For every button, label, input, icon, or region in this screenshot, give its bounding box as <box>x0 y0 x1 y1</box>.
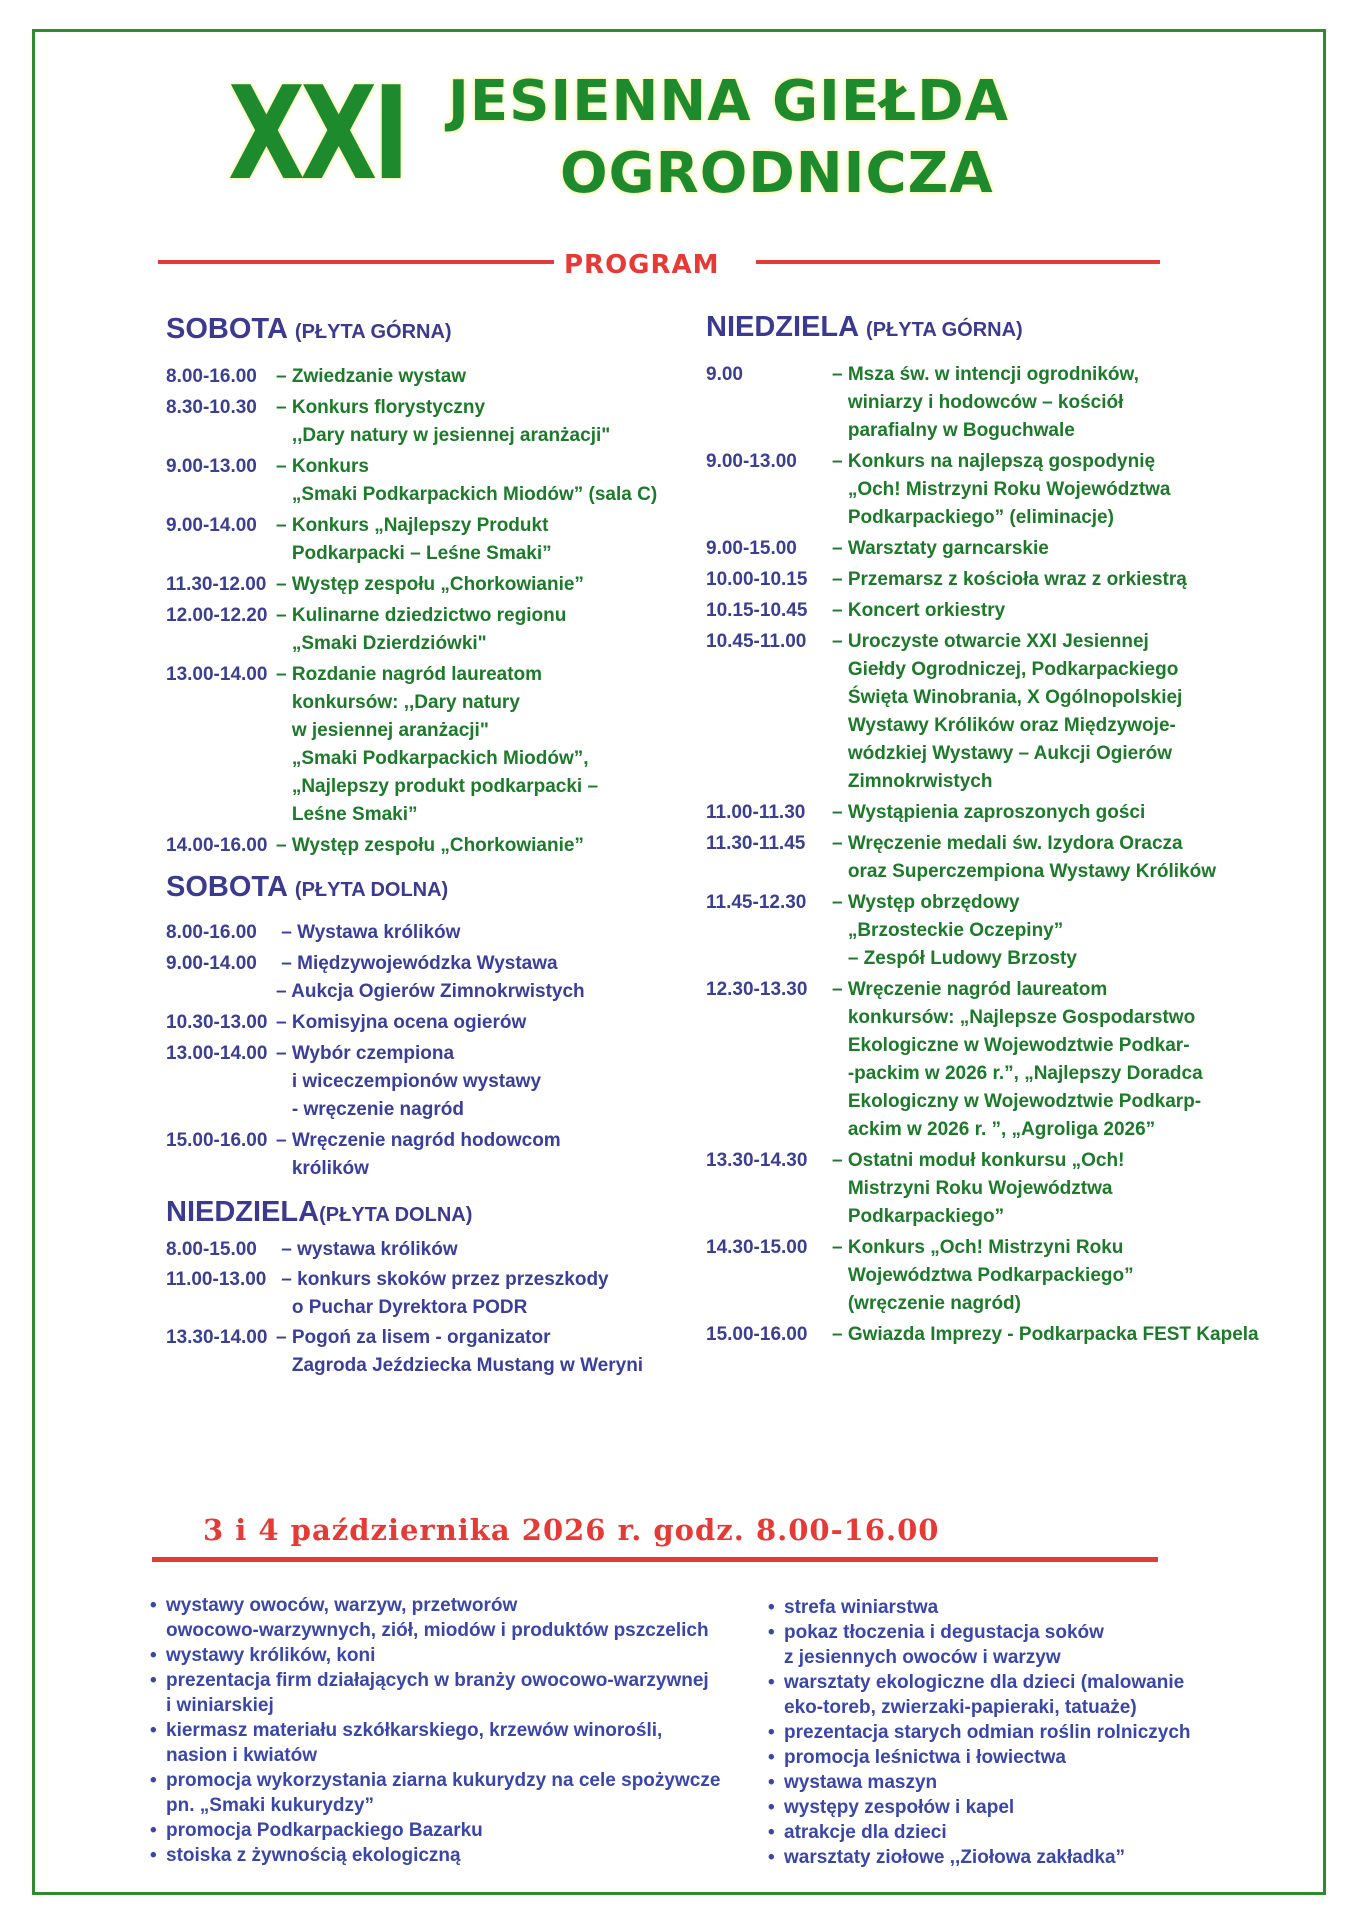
description-line: ackim w 2026 r. ”, „Agroliga 2026” <box>832 1119 1156 1140</box>
attraction-item <box>768 1620 1328 1670</box>
attraction-item <box>150 1768 750 1818</box>
description-line: Leśne Smaki” <box>276 804 418 825</box>
time-range: 9.00-15.00 <box>706 538 797 559</box>
day-name: NIEDZIELA <box>706 311 858 343</box>
description-line: o Puchar Dyrektora PODR <box>276 1297 528 1318</box>
attraction-line: pn. „Smaki kukurydzy” <box>166 1795 375 1816</box>
section-heading <box>166 1195 696 1232</box>
event-description <box>276 363 466 391</box>
schedule-row <box>166 1009 696 1037</box>
description-line: winiarzy i hodowców – kościół <box>832 392 1124 413</box>
event-description <box>832 799 1145 827</box>
schedule-section <box>166 312 696 860</box>
event-description <box>276 1266 609 1322</box>
attraction-line: • wystawa maszyn <box>784 1772 938 1793</box>
program-heading: PROGRAM <box>564 250 720 280</box>
time-range: 8.00-16.00 <box>166 922 257 943</box>
schedule-row <box>706 889 1286 973</box>
time-range: 14.30-15.00 <box>706 1237 808 1258</box>
description-line: – Zespół Ludowy Brzosty <box>832 948 1077 969</box>
description-line: – Wybór czempiona <box>276 1043 455 1064</box>
schedule-row <box>166 1266 696 1322</box>
event-description <box>276 661 598 829</box>
description-line: – Koncert orkiestry <box>832 600 1006 621</box>
right-column <box>706 310 1286 1352</box>
attraction-line: • promocja leśnictwa i łowiectwa <box>784 1747 1066 1768</box>
schedule-row <box>706 628 1286 796</box>
description-line: Podkarpacki – Leśne Smaki” <box>276 543 552 564</box>
attraction-line: • kiermasz materiału szkółkarskiego, krzewów winorośli, <box>166 1720 663 1741</box>
schedule-row <box>706 1321 1286 1349</box>
time-range: 15.00-16.00 <box>166 1130 268 1151</box>
description-line: Podkarpackiego” <box>832 1206 1005 1227</box>
schedule-row <box>166 950 696 1006</box>
description-line: – Występ zespołu „Chorkowianie” <box>276 574 584 595</box>
attractions-right <box>768 1595 1328 1870</box>
description-line: – Przemarsz z kościoła wraz z orkiestrą <box>832 569 1187 590</box>
description-line: „Smaki Podkarpackich Miodów”, <box>276 748 589 769</box>
description-line: – Gwiazda Imprezy - Podkarpacka FEST Kapela <box>832 1324 1259 1345</box>
event-description <box>276 453 657 509</box>
event-description <box>276 571 584 599</box>
attraction-item <box>768 1745 1328 1770</box>
description-line: Zagroda Jeździecka Mustang w Weryni <box>276 1355 644 1376</box>
time-range: 13.30-14.30 <box>706 1150 808 1171</box>
attraction-line: • warsztaty ekologiczne dla dzieci (malowanie <box>784 1672 1185 1693</box>
attraction-line: • prezentacja firm działających w branży owocowo-warzywnej <box>166 1670 709 1691</box>
time-range: 8.00-15.00 <box>166 1239 257 1260</box>
description-line: Święta Winobrania, X Ogólnopolskiej <box>832 687 1183 708</box>
attraction-line: i winiarskiej <box>166 1695 274 1716</box>
time-range: 9.00-14.00 <box>166 515 257 536</box>
schedule-list <box>166 919 696 1183</box>
attraction-line: • warsztaty ziołowe ,,Ziołowa zakładka” <box>784 1847 1126 1868</box>
description-line: Zimnokrwistych <box>832 771 993 792</box>
attraction-line: • strefa winiarstwa <box>784 1597 939 1618</box>
event-description <box>276 832 584 860</box>
attraction-line: • atrakcje dla dzieci <box>784 1822 947 1843</box>
event-description <box>832 566 1187 594</box>
attraction-line: • promocja wykorzystania ziarna kukurydzy na cele spożywcze <box>166 1770 721 1791</box>
time-range: 9.00-13.00 <box>706 451 797 472</box>
event-date: 3 i 4 października 2026 r. godz. 8.00-16.00 <box>203 1513 940 1547</box>
description-line: „Och! Mistrzyni Roku Województwa <box>832 479 1171 500</box>
description-line: parafialny w Boguchwale <box>832 420 1075 441</box>
schedule-row <box>706 1147 1286 1231</box>
event-description <box>832 976 1203 1144</box>
description-line: – Występ obrzędowy <box>832 892 1020 913</box>
event-description <box>276 394 610 450</box>
time-range: 10.15-10.45 <box>706 600 808 621</box>
description-line: – Wręczenie nagród laureatom <box>832 979 1108 1000</box>
time-range: 10.30-13.00 <box>166 1012 268 1033</box>
attraction-item <box>768 1595 1328 1620</box>
time-range: 12.00-12.20 <box>166 605 268 626</box>
description-line: – Komisyjna ocena ogierów <box>276 1012 527 1033</box>
event-description <box>832 889 1077 973</box>
schedule-row <box>166 453 696 509</box>
schedule-section <box>166 870 696 1183</box>
time-range: 8.30-10.30 <box>166 397 257 418</box>
attraction-item <box>768 1795 1328 1820</box>
time-range: 11.30-12.00 <box>166 574 267 595</box>
description-line: w jesiennej aranżacji" <box>276 720 489 741</box>
schedule-row <box>166 1040 696 1124</box>
event-description <box>832 448 1171 532</box>
schedule-list <box>166 1236 696 1380</box>
attraction-item <box>768 1845 1328 1870</box>
venue-name: (PŁYTA GÓRNA) <box>866 319 1023 341</box>
schedule-row <box>706 597 1286 625</box>
description-line: – Międzywojewódzka Wystawa <box>276 953 558 974</box>
schedule-row <box>706 448 1286 532</box>
description-line: „Smaki Dzierdziówki" <box>276 633 487 654</box>
schedule-list <box>166 363 696 860</box>
description-line: Województwa Podkarpackiego” <box>832 1265 1134 1286</box>
description-line: „Smaki Podkarpackich Miodów” (sala C) <box>276 484 658 505</box>
divider-left <box>158 260 554 264</box>
schedule-row <box>706 799 1286 827</box>
attraction-line: z jesiennych owoców i warzyw <box>784 1647 1061 1668</box>
schedule-row <box>166 602 696 658</box>
attraction-item <box>150 1668 750 1718</box>
schedule-row <box>166 1236 696 1264</box>
schedule-row <box>706 361 1286 445</box>
description-line: „Najlepszy produkt podkarpacki – <box>276 776 599 797</box>
event-description <box>276 1009 526 1037</box>
description-line: konkursów: ,,Dary natury <box>276 692 520 713</box>
attraction-item <box>150 1818 750 1843</box>
description-line: – Wystawa królików <box>276 922 461 943</box>
description-line: ,,Dary natury w jesiennej aranżacji" <box>276 425 611 446</box>
schedule-row <box>706 535 1286 563</box>
description-line: – Zwiedzanie wystaw <box>276 366 467 387</box>
description-line: – Uroczyste otwarcie XXI Jesiennej <box>832 631 1149 652</box>
divider-right <box>756 260 1160 264</box>
event-description <box>276 950 585 1006</box>
venue-name: (PŁYTA DOLNA) <box>294 879 449 901</box>
description-line: – Pogoń za lisem - organizator <box>276 1327 551 1348</box>
schedule-list <box>706 361 1286 1349</box>
event-title <box>448 66 1088 210</box>
event-description <box>832 597 1005 625</box>
event-description <box>832 535 1049 563</box>
schedule-section <box>706 310 1286 1349</box>
description-line: -packim w 2026 r.”, „Najlepszy Doradca <box>832 1063 1203 1084</box>
event-description <box>832 1321 1259 1349</box>
attraction-item <box>150 1718 750 1768</box>
day-name: SOBOTA <box>166 313 287 345</box>
description-line: – Konkurs „Najlepszy Produkt <box>276 515 549 536</box>
day-name: SOBOTA <box>166 871 287 903</box>
schedule-row <box>706 1234 1286 1318</box>
time-range: 9.00 <box>706 364 743 385</box>
title-line-2: OGRODNICZA <box>560 141 994 206</box>
attraction-item <box>768 1670 1328 1720</box>
description-line: Giełdy Ogrodniczej, Podkarpackiego <box>832 659 1179 680</box>
schedule-row <box>166 363 696 391</box>
venue-name: (PŁYTA GÓRNA) <box>294 321 452 343</box>
description-line: – Msza św. w intencji ogrodników, <box>832 364 1139 385</box>
schedule-row <box>166 512 696 568</box>
schedule-row <box>166 1324 696 1380</box>
attraction-line: owocowo-warzywnych, ziół, miodów i produktów pszczelich <box>166 1620 709 1641</box>
schedule-row <box>166 394 696 450</box>
venue-name: (PŁYTA DOLNA) <box>319 1204 473 1226</box>
event-description <box>832 361 1139 445</box>
schedule-row <box>166 832 696 860</box>
event-description <box>832 1234 1134 1318</box>
time-range: 9.00-13.00 <box>166 456 257 477</box>
divider-date <box>152 1557 1158 1562</box>
time-range: 10.00-10.15 <box>706 569 808 590</box>
time-range: 13.00-14.00 <box>166 664 268 685</box>
description-line: wódzkiej Wystawy – Aukcji Ogierów <box>832 743 1172 764</box>
schedule-row <box>166 919 696 947</box>
time-range: 8.00-16.00 <box>166 366 257 387</box>
time-range: 11.30-11.45 <box>706 833 806 854</box>
attraction-line: • prezentacja starych odmian roślin rolniczych <box>784 1722 1191 1743</box>
title-line-1: JESIENNA GIEŁDA <box>448 69 1009 134</box>
section-heading <box>166 870 696 907</box>
event-description <box>276 919 460 947</box>
description-line: – Konkurs na najlepszą gospodynię <box>832 451 1156 472</box>
event-description <box>276 1324 643 1380</box>
schedule-row <box>166 571 696 599</box>
description-line: – Aukcja Ogierów Zimnokrwistych <box>276 981 585 1002</box>
description-line: – Ostatni moduł konkursu „Och! <box>832 1150 1125 1171</box>
attraction-line: eko-toreb, zwierzaki-papieraki, tatuaże) <box>784 1697 1137 1718</box>
description-line: – Występ zespołu „Chorkowianie” <box>276 835 584 856</box>
description-line: Ekologiczne w Wojewodztwie Podkar- <box>832 1035 1190 1056</box>
attraction-line: • stoiska z żywnością ekologiczną <box>166 1845 461 1866</box>
description-line: – Warsztaty garncarskie <box>832 538 1049 559</box>
description-line: – Kulinarne dziedzictwo regionu <box>276 605 567 626</box>
section-heading <box>166 312 696 349</box>
description-line: konkursów: „Najlepsze Gospodarstwo <box>832 1007 1196 1028</box>
description-line: – konkurs skoków przez przeszkody <box>276 1269 609 1290</box>
event-description <box>276 512 552 568</box>
time-range: 11.00-13.00 <box>166 1269 267 1290</box>
time-range: 9.00-14.00 <box>166 953 257 974</box>
time-range: 12.30-13.30 <box>706 979 808 1000</box>
schedule-row <box>706 976 1286 1144</box>
time-range: 13.00-14.00 <box>166 1043 268 1064</box>
attraction-item <box>768 1770 1328 1795</box>
time-range: 11.45-12.30 <box>706 892 807 913</box>
time-range: 10.45-11.00 <box>706 631 807 652</box>
attraction-line: • wystawy królików, koni <box>166 1645 376 1666</box>
description-line: „Brzosteckie Oczepiny” <box>832 920 1064 941</box>
description-line: (wręczenie nagród) <box>832 1293 1021 1314</box>
schedule-section <box>166 1195 696 1380</box>
description-line: – Konkurs „Och! Mistrzyni Roku <box>832 1237 1124 1258</box>
schedule-row <box>706 566 1286 594</box>
attraction-item <box>150 1843 750 1868</box>
description-line: i wiceczempionów wystawy <box>276 1071 542 1092</box>
description-line: Podkarpackiego” (eliminacje) <box>832 507 1114 528</box>
time-range: 15.00-16.00 <box>706 1324 808 1345</box>
event-description <box>276 1127 561 1183</box>
event-description <box>832 830 1216 886</box>
attraction-line: • występy zespołów i kapel <box>784 1797 1015 1818</box>
description-line: - wręczenie nagród <box>276 1099 464 1120</box>
description-line: – Konkurs <box>276 456 369 477</box>
attraction-line: • wystawy owoców, warzyw, przetworów <box>166 1595 518 1616</box>
attractions-left <box>150 1593 750 1868</box>
description-line: – Rozdanie nagród laureatom <box>276 664 543 685</box>
attraction-item <box>150 1643 750 1668</box>
time-range: 13.30-14.00 <box>166 1327 268 1348</box>
schedule-row <box>166 1127 696 1183</box>
time-range: 11.00-11.30 <box>706 802 806 823</box>
event-description <box>276 602 566 658</box>
attraction-item <box>768 1720 1328 1745</box>
attraction-item <box>150 1593 750 1643</box>
attraction-item <box>768 1820 1328 1845</box>
description-line: Ekologiczny w Wojewodztwie Podkarp- <box>832 1091 1202 1112</box>
description-line: królików <box>276 1158 369 1179</box>
left-column <box>166 312 696 1382</box>
section-heading <box>706 310 1286 347</box>
schedule-row <box>706 830 1286 886</box>
description-line: Mistrzyni Roku Województwa <box>832 1178 1113 1199</box>
description-line: – Wystąpienia zaproszonych gości <box>832 802 1146 823</box>
day-name: NIEDZIELA <box>166 1196 320 1228</box>
event-description <box>832 628 1182 796</box>
description-line: – Konkurs florystyczny <box>276 397 486 418</box>
description-line: – Wręczenie nagród hodowcom <box>276 1130 561 1151</box>
attraction-line: • promocja Podkarpackiego Bazarku <box>166 1820 483 1841</box>
event-description <box>276 1236 458 1264</box>
event-description <box>276 1040 541 1124</box>
event-description <box>832 1147 1124 1231</box>
description-line: Wystawy Królików oraz Międzywoje- <box>832 715 1176 736</box>
schedule-row <box>166 661 696 829</box>
description-line: – wystawa królików <box>276 1239 458 1260</box>
attraction-line: nasion i kwiatów <box>166 1745 317 1766</box>
attraction-line: • pokaz tłoczenia i degustacja soków <box>784 1622 1104 1643</box>
time-range: 14.00-16.00 <box>166 835 268 856</box>
edition-number: XXI <box>228 60 406 209</box>
description-line: – Wręczenie medali św. Izydora Oracza <box>832 833 1183 854</box>
description-line: oraz Superczempiona Wystawy Królików <box>832 861 1216 882</box>
